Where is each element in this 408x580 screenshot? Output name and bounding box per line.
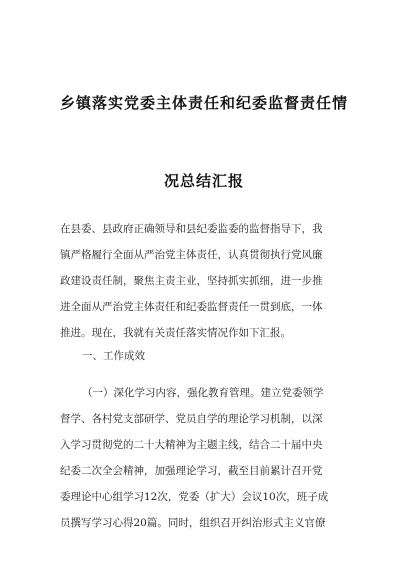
paragraph-line: （一）深化学习内容，强化教育管理。建立党委领学	[82, 387, 324, 399]
document-title-line-2: 况总结汇报	[163, 172, 244, 190]
paragraph-line: 督学、各村党支部研学、党员自学的理论学习机制，以深	[60, 413, 323, 425]
intro-line: 政建设责任制，聚焦主责主业，坚持抓实抓细，进一步推	[60, 275, 323, 287]
intro-line: 在县委、县政府正确领导和县纪委监委的监督指导下，我	[60, 223, 323, 235]
intro-paragraph	[60, 216, 354, 346]
paragraph-line: 委理论中心组学习12次，党委（扩大）会议10次，班子成	[60, 491, 329, 503]
document-title-line-1: 乡镇落实党委主体责任和纪委监督责任情	[59, 94, 348, 112]
paragraph-line: 员撰写学习心得20篇。同时，组织召开纠治形式主义官僚	[60, 517, 326, 529]
paragraph-line: 入学习贯彻党的二十大精神为主题主线，结合二十届中央	[60, 439, 323, 451]
intro-line: 镇严格履行全面从严治党主体责任，认真贯彻执行党风廉	[60, 249, 323, 261]
intro-line: 进全面从严治党主体责任和纪委监督责任一贯到底，一体	[60, 301, 323, 313]
paragraph-line: 纪委二次全会精神，加强理论学习，截至目前累计召开党	[60, 465, 323, 477]
work-results-paragraph	[60, 380, 354, 536]
intro-line: 推进。现在，我就有关责任落实情况作如下汇报。	[60, 327, 291, 339]
section-heading: 一、工作成效	[82, 350, 145, 362]
